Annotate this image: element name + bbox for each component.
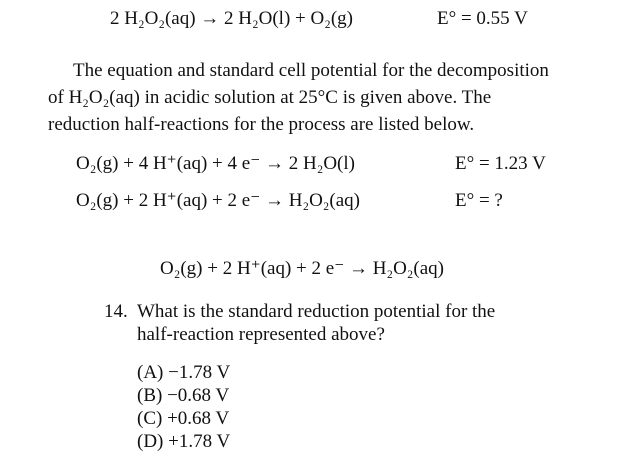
choice-b-value: −0.68 V xyxy=(167,385,230,406)
choice-c-value: +0.68 V xyxy=(167,408,230,429)
centered-equation: O₂(g) + 2 H⁺(aq) + 2 e⁻ → H₂O₂(aq) xyxy=(160,258,445,279)
question-line-2: half-reaction represented above? xyxy=(137,324,385,345)
question-line-1: What is the standard reduction potential for the xyxy=(137,301,496,322)
choice-d-label: (D) xyxy=(137,431,164,452)
top-reaction-equation: 2 H₂O₂(aq) → 2 H₂O(l) + O₂(g) xyxy=(110,8,353,29)
choice-d-value: +1.78 V xyxy=(168,431,231,452)
choice-a-value: −1.78 V xyxy=(168,362,231,383)
top-reaction-potential: E° = 0.55 V xyxy=(437,8,528,29)
choice-a[interactable] xyxy=(137,362,230,384)
half-reaction-2: O₂(g) + 2 H⁺(aq) + 2 e⁻ → H₂O₂(aq) xyxy=(76,190,361,211)
half-reaction-1: O₂(g) + 4 H⁺(aq) + 4 e⁻ → 2 H₂O(l) xyxy=(76,153,355,174)
half-reaction-1-potential: E° = 1.23 V xyxy=(455,153,546,174)
choice-d[interactable] xyxy=(137,431,230,453)
choice-c-label: (C) xyxy=(137,408,163,429)
paragraph-line-2: of H₂O₂(aq) in acidic solution at 25°C is given above. The xyxy=(48,87,492,108)
choice-b[interactable] xyxy=(137,385,229,407)
choice-c[interactable] xyxy=(137,408,229,430)
choice-b-label: (B) xyxy=(137,385,163,406)
paragraph-line-3: reduction half-reactions for the process are listed below. xyxy=(48,114,475,135)
paragraph-line-1: The equation and standard cell potential for the decomposition xyxy=(73,60,549,81)
half-reaction-2-potential: E° = ? xyxy=(455,190,503,211)
choice-a-label: (A) xyxy=(137,362,164,383)
question-number: 14. xyxy=(104,301,128,322)
